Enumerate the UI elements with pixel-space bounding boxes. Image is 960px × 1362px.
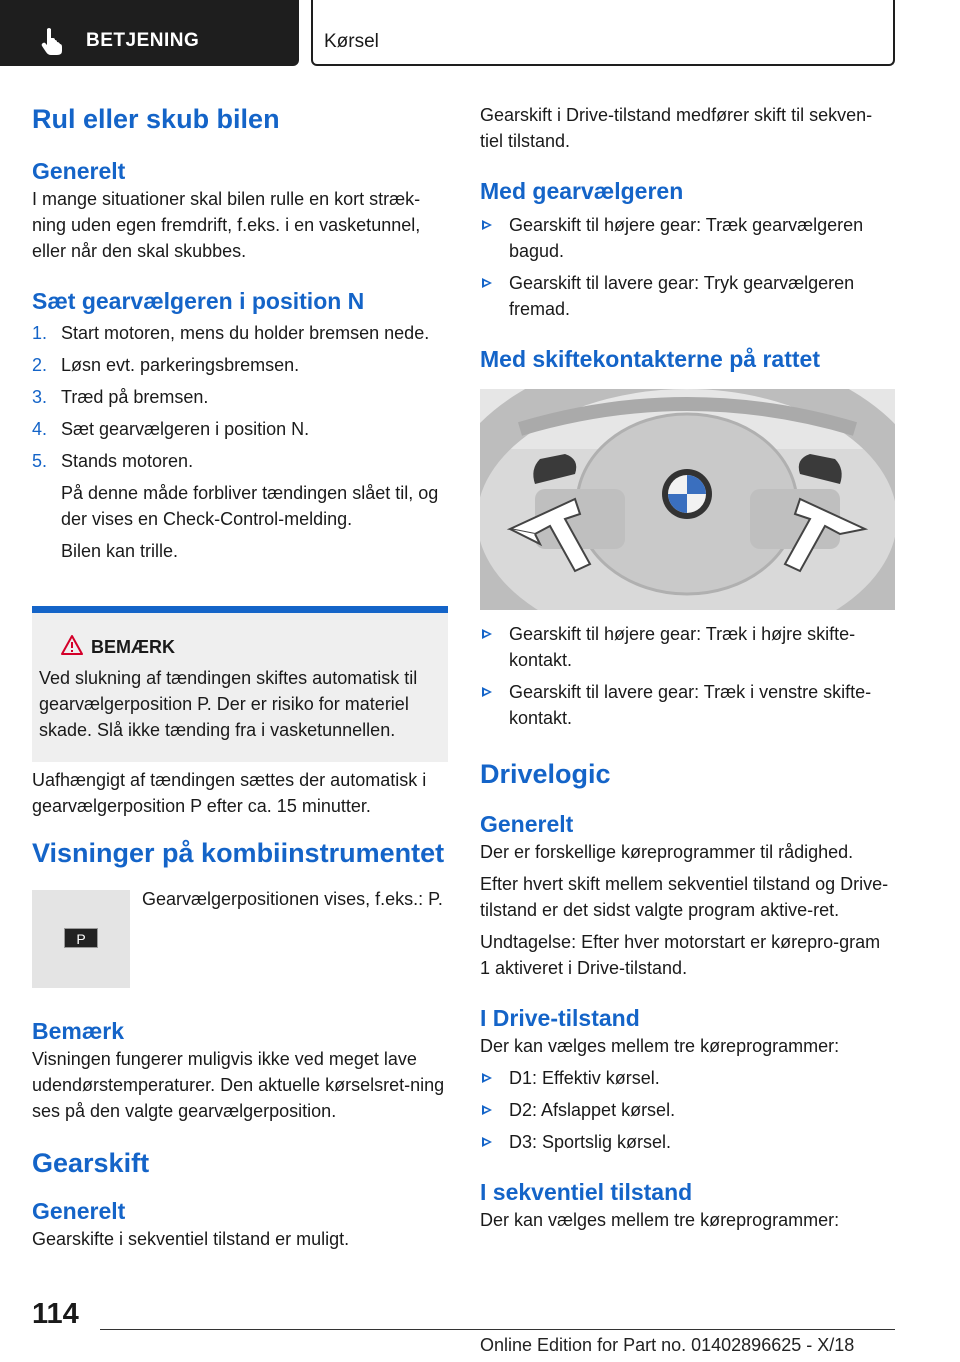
text-generelt-2: Gearskifte i sekventiel tilstand er muligt. xyxy=(32,1229,350,1249)
list-item: Gearskift til højere gear: Træk gearvælgeren bagud. xyxy=(480,212,895,264)
section-label: BETJENING xyxy=(86,30,200,51)
left-column-middle xyxy=(32,767,448,870)
step-item: 5. Stands motoren. xyxy=(32,451,194,471)
hand-pointer-icon xyxy=(38,26,68,56)
step-item: 1. Start motoren, mens du holder bremsen nede. xyxy=(32,323,430,343)
notice-heading: BEMÆRK xyxy=(91,637,175,657)
heading-dl-generelt: Generelt xyxy=(480,811,574,837)
heading-visninger: Visninger på kombiinstrumentet xyxy=(32,838,445,868)
warning-icon xyxy=(60,634,84,656)
chapter-tab xyxy=(311,0,895,66)
text-dl-1: Der er forskellige køreprogrammer til rådighed. xyxy=(480,842,854,862)
list-item: D2: Afslappet kørsel. xyxy=(480,1097,895,1123)
text-sekventiel: Der kan vælges mellem tre køreprogrammer: xyxy=(480,1210,840,1230)
list-item: D3: Sportslig kørsel. xyxy=(480,1129,895,1155)
left-column-top xyxy=(32,102,448,564)
list-item: Gearskift til højere gear: Træk i højre skifte-kontakt. xyxy=(480,621,895,673)
notice-text: Ved slukning af tændingen skiftes automatisk til gearvælgerposition P. Der er risiko for materiel skade. Slå ikke tænding fra i vasketunnellen. xyxy=(39,668,418,740)
right-column-top xyxy=(480,102,895,374)
heading-rul: Rul eller skub bilen xyxy=(32,104,280,134)
step-item: 3. Træd på bremsen. xyxy=(32,387,209,407)
left-column-bottom xyxy=(32,1016,448,1252)
heading-skiftekontakter: Med skiftekontakterne på rattet xyxy=(480,346,820,372)
text-bemaerk: Visningen fungerer muligvis ikke ved meget lave udendørstemperaturer. Den aktuelle kørselsret-ning ses på den valgte gearvælgerposition. xyxy=(32,1049,445,1121)
step5-detail-2: Bilen kan trille. xyxy=(61,541,179,561)
steering-wheel-illustration xyxy=(480,389,895,610)
heading-bemaerk: Bemærk xyxy=(32,1018,125,1044)
chapter-title: Kørsel xyxy=(324,31,379,52)
text-intro: Gearskift i Drive-tilstand medfører skift til sekven-tiel tilstand. xyxy=(480,105,873,151)
display-illustration xyxy=(32,890,130,988)
list-item: Gearskift til lavere gear: Tryk gearvælgeren fremad. xyxy=(480,270,895,322)
heading-generelt-1: Generelt xyxy=(32,158,126,184)
heading-saet: Sæt gearvælgeren i position N xyxy=(32,288,365,314)
list-item: Gearskift til lavere gear: Træk i venstre skifte-kontakt. xyxy=(480,679,895,731)
text-drive: Der kan vælges mellem tre køreprogrammer: xyxy=(480,1036,840,1056)
step-item: 4. Sæt gearvælgeren i position N. xyxy=(32,419,310,439)
steering-wheel-graphic xyxy=(480,389,895,610)
heading-generelt-2: Generelt xyxy=(32,1198,126,1224)
page-number: 114 xyxy=(32,1298,79,1330)
notice-box xyxy=(32,606,448,762)
heading-sekventiel: I sekventiel tilstand xyxy=(480,1179,693,1205)
gear-indicator: P xyxy=(64,928,98,948)
text-dl-2: Efter hvert skift mellem sekventiel tilstand og Drive-tilstand er det sidst valgte program aktive-ret. xyxy=(480,874,889,920)
text-generelt-1: I mange situationer skal bilen rulle en kort stræk-ning uden egen fremdrift, f.eks. i en vasketunnel, eller når den skal skubbes. xyxy=(32,189,421,261)
step5-detail: På denne måde forbliver tændingen slået til, og der vises en Check-Control-melding. xyxy=(61,483,439,529)
list-item: D1: Effektiv kørsel. xyxy=(480,1065,895,1091)
step-item: 2. Løsn evt. parkeringsbremsen. xyxy=(32,355,300,375)
heading-drivelogic: Drivelogic xyxy=(480,759,611,789)
right-column-bottom xyxy=(480,621,895,1233)
text-visninger: Gearvælgerpositionen vises, f.eks.: P. xyxy=(142,889,443,909)
text-dl-3: Undtagelse: Efter hver motorstart er kørepro-gram 1 aktiveret i Drive-tilstand. xyxy=(480,932,881,978)
text-after-note: Uafhængigt af tændingen sættes der automatisk i gearvælgerposition P efter ca. 15 minutter. xyxy=(32,770,427,816)
heading-gearvaelger: Med gearvælgeren xyxy=(480,178,684,204)
footer-divider xyxy=(100,1329,895,1330)
footer-edition: Online Edition for Part no. 01402896625 - X/18 xyxy=(480,1335,855,1355)
heading-gearskift: Gearskift xyxy=(32,1148,150,1178)
heading-drive: I Drive-tilstand xyxy=(480,1005,640,1031)
